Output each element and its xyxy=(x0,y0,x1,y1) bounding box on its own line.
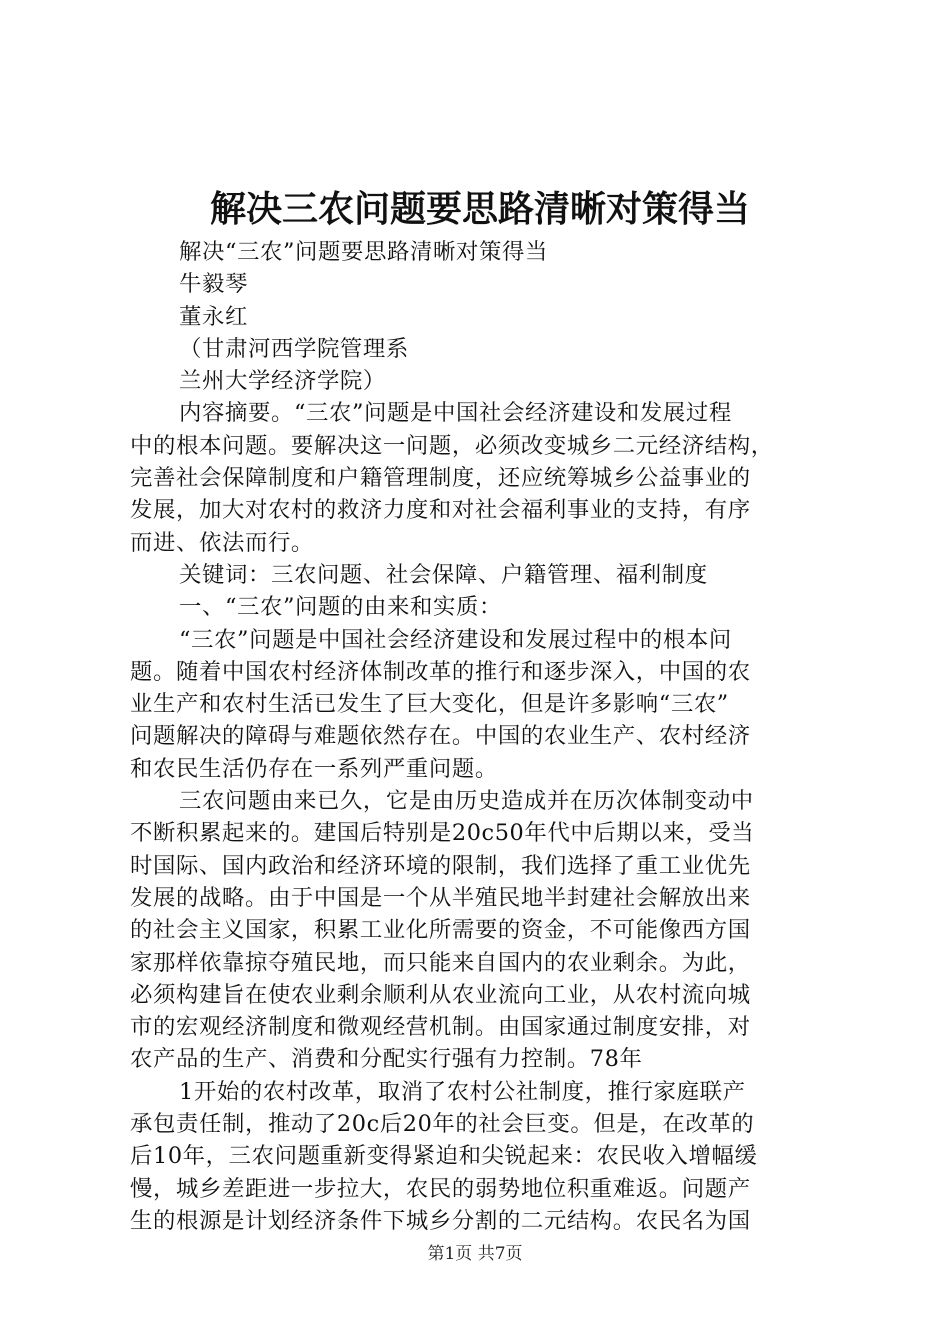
body-line: 三农问题由来已久，它是由历史造成并在历次体制变动中 xyxy=(179,788,754,815)
body-line: 市的宏观经济制度和微观经营机制。由国家通过制度安排，对 xyxy=(130,1014,751,1041)
page-number: 第1页 共7页 xyxy=(427,1244,523,1264)
body-line: 业生产和农村生活已发生了巨大变化，但是许多影响“三农” xyxy=(130,691,729,718)
page-footer xyxy=(0,1242,950,1266)
body-line: 不断积累起来的。建国后特别是20c50年代中后期以来，受当 xyxy=(130,820,755,847)
body-line: 时国际、国内政治和经济环境的限制，我们选择了重工业优先 xyxy=(130,852,751,879)
body-line: 一、“三农”问题的由来和实质： xyxy=(179,594,502,621)
body-line: 和农民生活仍存在一系列严重问题。 xyxy=(130,755,498,782)
document-title: 解决三农问题要思路清晰对策得当 xyxy=(209,188,750,230)
body-line: 关键词：三农问题、社会保障、户籍管理、福利制度 xyxy=(179,561,708,588)
body-line: 发展的战略。由于中国是一个从半殖民地半封建社会解放出来 xyxy=(130,884,751,911)
body-line: 而进、依法而行。 xyxy=(130,529,314,556)
body-line: 董永红 xyxy=(179,303,248,330)
body-line: 解决“三农”问题要思路清晰对策得当 xyxy=(179,239,548,265)
body-line: “三农”问题是中国社会经济建设和发展过程中的根本问 xyxy=(179,626,732,653)
body-line: 必须构建旨在使农业剩余顺利从农业流向工业，从农村流向城 xyxy=(130,981,751,1008)
document-body xyxy=(130,236,830,1237)
body-line: 1开始的农村改革，取消了农村公社制度，推行家庭联产 xyxy=(179,1078,746,1105)
body-line: 中的根本问题。要解决这一问题，必须改变城乡二元经济结构， xyxy=(130,432,774,459)
body-line: 完善社会保障制度和户籍管理制度，还应统筹城乡公益事业的 xyxy=(130,465,751,492)
body-line: 题。随着中国农村经济体制改革的推行和逐步深入，中国的农 xyxy=(130,658,751,685)
body-line: 内容摘要。“三农”问题是中国社会经济建设和发展过程 xyxy=(179,400,732,427)
body-line: 问题解决的障碍与难题依然存在。中国的农业生产、农村经济 xyxy=(130,723,751,750)
body-line: 生的根源是计划经济条件下城乡分割的二元结构。农民名为国 xyxy=(130,1207,751,1234)
body-line: 农产品的生产、消费和分配实行强有力控制。78年 xyxy=(130,1046,643,1073)
body-line: 承包责任制，推动了20c后20年的社会巨变。但是，在改革的 xyxy=(130,1111,755,1138)
body-line: 发展，加大对农村的救济力度和对社会福利事业的支持，有序 xyxy=(130,497,751,524)
body-line: 的社会主义国家，积累工业化所需要的资金，不可能像西方国 xyxy=(130,917,751,944)
body-line: 后10年，三农问题重新变得紧迫和尖锐起来：农民收入增幅缓 xyxy=(130,1143,758,1170)
body-line: 牛毅琴 xyxy=(179,271,248,298)
body-line: （甘肃河西学院管理系 xyxy=(179,335,409,362)
body-line: 慢，城乡差距进一步拉大，农民的弱势地位积重难返。问题产 xyxy=(130,1175,751,1202)
body-line: 兰州大学经济学院） xyxy=(179,368,386,395)
body-line: 家那样依靠掠夺殖民地，而只能来自国内的农业剩余。为此， xyxy=(130,949,751,976)
